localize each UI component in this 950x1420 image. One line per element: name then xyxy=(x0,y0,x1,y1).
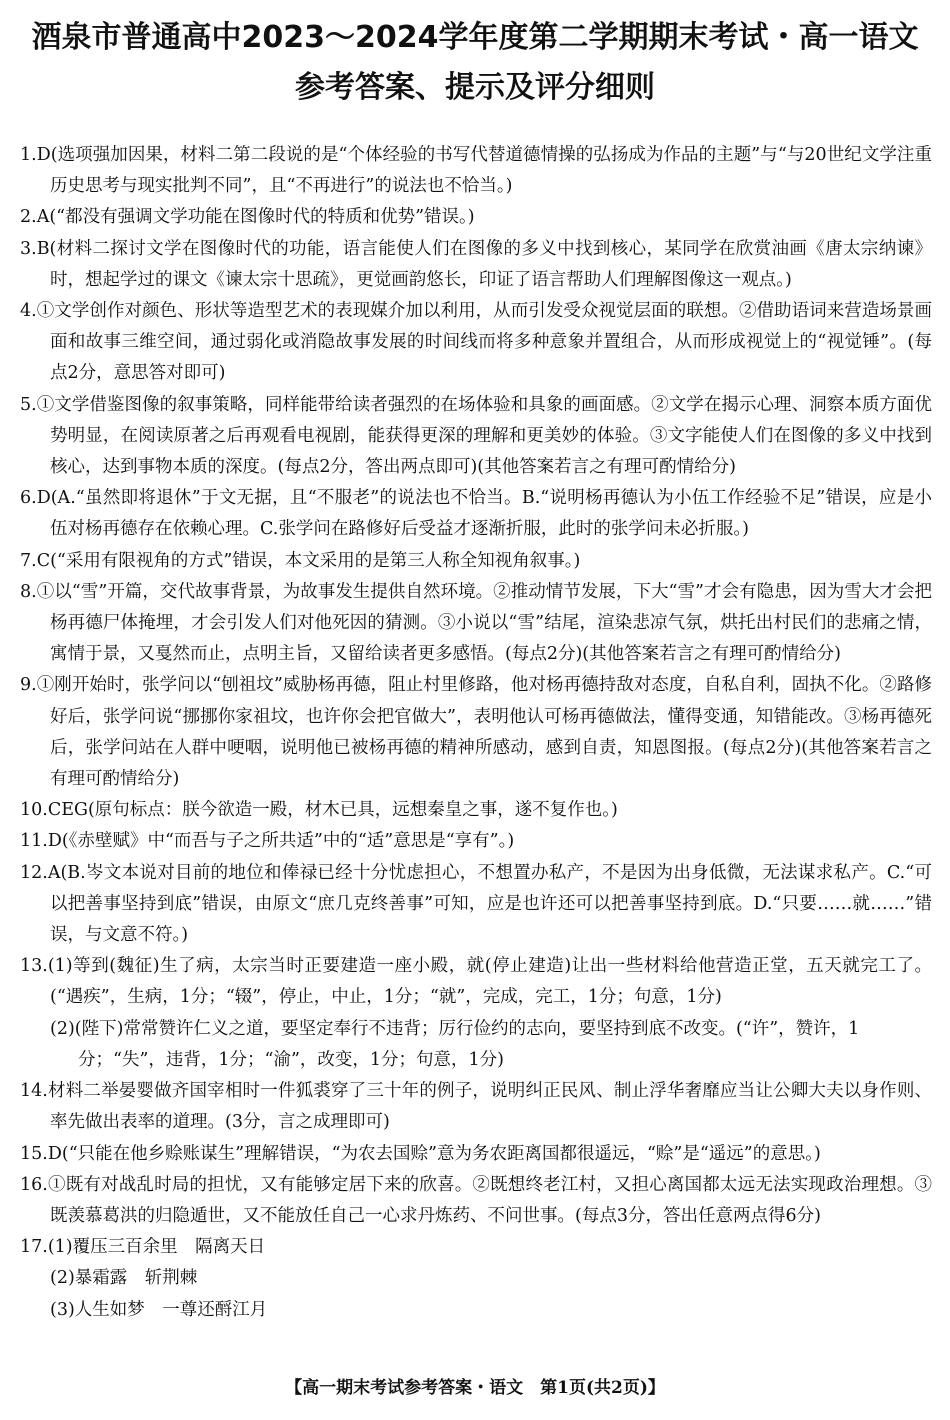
answer-item: 10.CEG(原句标点：朕今欲造一殿，材木已具，远想秦皇之事，遂不复作也。) xyxy=(20,800,618,821)
page-title: 酒泉市普通高中2023～2024学年度第二学期期末考试・高一语文 xyxy=(31,20,919,55)
answer-list xyxy=(20,140,932,1326)
answer-item: 13.(1)等到(魏征)生了病，太宗当时正要建造一座小殿，就(停止建造)让出一些材料给他营造正堂，五天就完工了。(“遇疾”，生病，1分；“辍”，停止，中止，1分；“就”，完成，完工，1分；句意，1分) xyxy=(20,956,932,1008)
page-footer: 【高一期末考试参考答案・语文 第1页(共2页)】 xyxy=(285,1378,665,1398)
answer-item: 3.B(材料二探讨文学在图像时代的功能，语言能使人们在图像的多义中找到核心，某同学在欣赏油画《唐太宗纳谏》时，想起学过的课文《谏太宗十思疏》，更觉画韵悠长，印证了语言帮助人们理解图像这一观点。) xyxy=(20,238,932,290)
answer-item: 7.C(“采用有限视角的方式”错误，本文采用的是第三人称全知视角叙事。) xyxy=(20,550,581,571)
answer-subitem: (3)人生如梦 一尊还酹江月 xyxy=(50,1299,268,1320)
answer-subitem: (2)(陛下)常常赞许仁义之道，要坚定奉行不违背；厉行俭约的志向，要坚持到底不改变。(“许”，赞许，1分；“失”，违背，1分；“渝”，改变，1分；句意，1分) xyxy=(50,1018,860,1070)
answer-item: 15.D(“只能在他乡赊账谋生”理解错误，“为农去国赊”意为务农距离国都很遥远，“赊”是“遥远”的意思。) xyxy=(20,1143,821,1164)
answer-item: 1.D(选项强加因果，材料二第二段说的是“个体经验的书写代替道德情操的弘扬成为作品的主题”与“与20世纪文学注重历史思考与现实批判不同”，且“不再进行”的说法也不恰当。) xyxy=(20,145,932,197)
answer-item: 8.①以“雪”开篇，交代故事背景，为故事发生提供自然环境。②推动情节发展，下大“雪”才会有隐患，因为雪大才会把杨再德尸体掩埋，才会引发人们对他死因的猜测。③小说以“雪”结尾，渲染悲凉气氛，烘托出村民们的悲痛之情，寓情于景，又戛然而止，点明主旨，又留给读者更多感悟。(每点2分)(其他答案若言之有理可酌情给分) xyxy=(20,581,932,665)
answer-item: 14.材料二举晏婴做齐国宰相时一件狐裘穿了三十年的例子，说明纠正民风、制止浮华奢靡应当让公卿大夫以身作则、率先做出表率的道理。(3分，言之成理即可) xyxy=(20,1081,932,1133)
answer-item: 17.(1)覆压三百余里 隔离天日 xyxy=(20,1237,266,1258)
answer-item: 4.①文学创作对颜色、形状等造型艺术的表现媒介加以利用，从而引发受众视觉层面的联想。②借助语词来营造场景画面和故事三维空间，通过弱化或消隐故事发展的时间线而将多种意象并置组合，从而形成视觉上的“视觉锤”。(每点2分，意思答对即可) xyxy=(20,301,932,384)
answer-subitem: (2)暴霜露 斩荆棘 xyxy=(50,1268,198,1289)
answer-item: 6.D(A.“虽然即将退休”于文无据，且“不服老”的说法也不恰当。B.“说明杨再德认为小伍工作经验不足”错误，应是小伍对杨再德存在依赖心理。C.张学问在路修好后受益才逐渐折服，此时的张学问未必折服。) xyxy=(20,488,932,540)
answer-item: 5.①文学借鉴图像的叙事策略，同样能带给读者强烈的在场体验和具象的画面感。②文学在揭示心理、洞察本质方面优势明显，在阅读原著之后再观看电视剧，能获得更深的理解和更美妙的体验。③文字能使人们在图像的多义中找到核心，达到事物本质的深度。(每点2分，答出两点即可)(其他答案若言之有理可酌情给分) xyxy=(20,394,932,478)
answer-item: 9.①刚开始时，张学问以“刨祖坟”威胁杨再德，阻止村里修路，他对杨再德持敌对态度，自私自利，固执不化。②路修好后，张学问说“挪挪你家祖坟，也许你会把官做大”，表明他认可杨再德做法，懂得变通，知错能改。③杨再德死后，张学问站在人群中哽咽，说明他已被杨再德的精神所感动，感到自责，知恩图报。(每点2分)(其他答案若言之有理可酌情给分) xyxy=(20,675,932,790)
answer-item: 16.①既有对战乱时局的担忧，又有能够定居下来的欣喜。②既想终老江村，又担心离国都太远无法实现政治理想。③既羡慕葛洪的归隐遁世，又不能放任自己一心求丹炼药、不问世事。(每点3分，答出任意两点得6分) xyxy=(20,1174,932,1226)
answer-item: 12.A(B.岑文本说对目前的地位和俸禄已经十分忧虑担心，不想置办私产，不是因为出身低微，无法谋求私产。C.“可以把善事坚持到底”错误，由原文“庶几克终善事”可知，应是也许还可以把善事坚持到底。D.“只要……就……”错误，与文意不符。) xyxy=(20,862,932,946)
answer-item: 11.D(《赤壁赋》中“而吾与子之所共适”中的“适”意思是“享有”。) xyxy=(20,831,515,852)
answer-item: 2.A(“都没有强调文学功能在图像时代的特质和优势”错误。) xyxy=(20,207,475,228)
page-subtitle: 参考答案、提示及评分细则 xyxy=(295,70,655,105)
